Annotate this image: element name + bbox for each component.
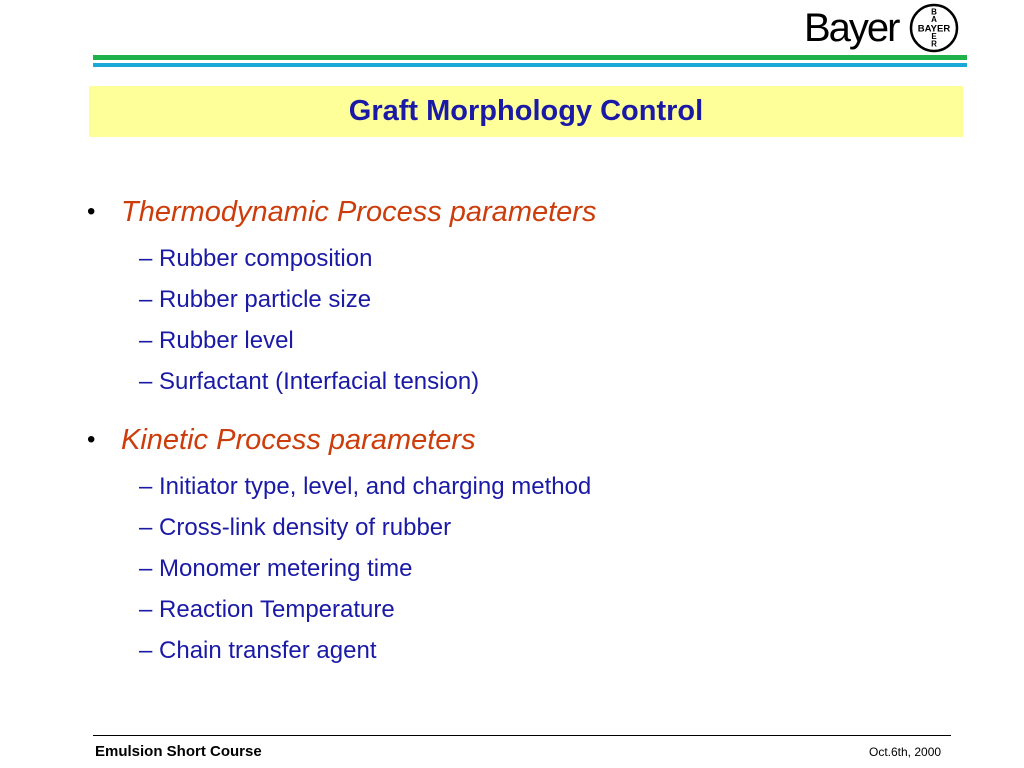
sub-bullet-text: Chain transfer agent [159,637,377,664]
bayer-cross-seal-icon [909,3,959,53]
header-green-rule [93,55,967,60]
sub-bullet-text: Rubber particle size [159,286,372,313]
sub-bullet [85,238,965,279]
bayer-logo [804,4,959,52]
title-band [89,86,963,137]
seal-letter: R [930,39,937,49]
sub-bullet [85,589,965,630]
bullet-heading [85,186,965,238]
dash-icon: – [139,596,160,623]
dash-icon: – [139,368,160,395]
dash-icon: – [139,473,160,500]
seal-letter: B [930,7,937,17]
bullet-list [85,186,965,671]
footer-date: Oct.6th, 2000 [869,745,942,759]
dash-icon: – [139,327,160,354]
bullet-group [85,414,965,671]
sub-bullet [85,320,965,361]
sub-bullet [85,361,965,402]
sub-bullet-text: Surfactant (Interfacial tension) [159,368,480,395]
bullet-heading-text: Kinetic Process parameters [121,424,476,456]
seal-letter: E [930,32,937,41]
dash-icon: – [139,555,160,582]
seal-horizontal-text: BAYER [917,23,950,35]
sub-bullet [85,507,965,548]
sub-bullet [85,630,965,671]
sub-bullet-text: Rubber level [159,327,294,354]
bullet-group [85,186,965,402]
bullet-heading [85,414,965,466]
sub-bullet-text: Initiator type, level, and charging method [159,473,592,500]
bullet-dot-icon: • [87,426,96,453]
sub-bullet [85,279,965,320]
slide-title: Graft Morphology Control [348,95,704,127]
footer-rule [93,735,951,736]
dash-icon: – [139,514,160,541]
seal-letter: A [930,15,937,24]
sub-bullet [85,548,965,589]
sub-bullet-text: Cross-link density of rubber [159,514,452,541]
dash-icon: – [139,286,160,313]
dash-icon: – [139,245,160,272]
dash-icon: – [139,637,160,664]
sub-bullet-text: Rubber composition [159,245,373,272]
bayer-wordmark: Bayer [804,6,899,50]
bullet-dot-icon: • [87,198,96,225]
header-blue-rule [93,63,967,67]
sub-bullet-text: Monomer metering time [159,555,413,582]
bullet-heading-text: Thermodynamic Process parameters [121,196,597,228]
footer-course: Emulsion Short Course [95,743,262,760]
sub-bullet [85,466,965,507]
sub-bullet-text: Reaction Temperature [159,596,395,623]
